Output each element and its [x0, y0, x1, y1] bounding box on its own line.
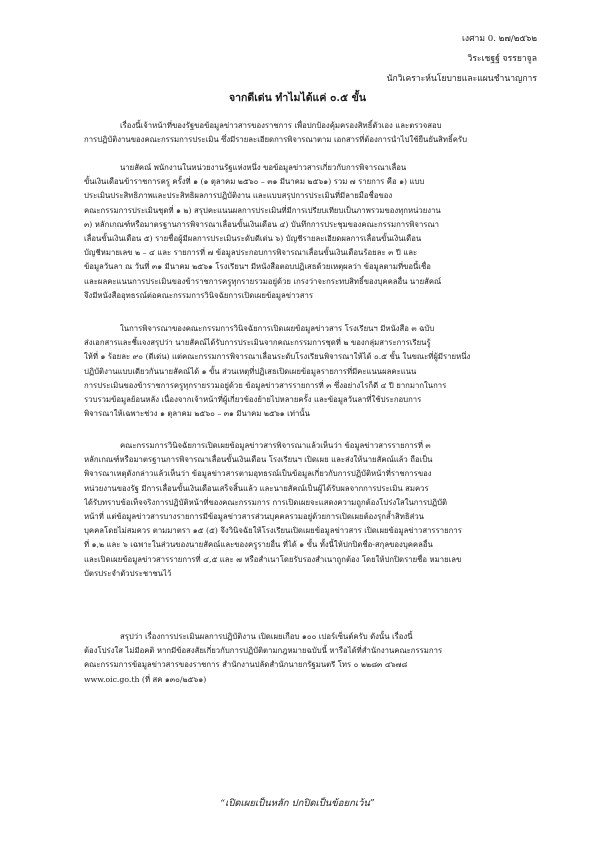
text-line: รวบรวมข้อมูลย้อนหลัง เนื่องจากเจ้าหน้าที่ผู้เกี่ยวข้องย้ายไปหลายครั้ง และข้อมูลวันลาที่ใช้ประกอบการ [84, 395, 422, 405]
text-line: สรุปว่า เรื่องการประเมินผลการปฏิบัติงาน เปิดเผยเกือบ ๑๐๐ เปอร์เซ็นต์ครับ ดังนั้น เรื่องนี้ [120, 632, 413, 641]
text-line: จึงมีหนังสืออุทธรณ์ต่อคณะกรรมการวินิจฉัยการเปิดเผยข้อมูลข่าวสาร [84, 290, 314, 300]
paragraph-request [84, 161, 521, 303]
text-line: www.oic.go.th (ที่ สค ๑๓๐/๒๕๖๑) [84, 674, 207, 684]
text-line: การปฏิบัติงานของคณะกรรมการประเมิน ซึ่งมีรายละเอียดการพิจารณาตาม เอกสารที่ต้องการนำไปใช้ยืนยันสิทธิ์ครับ [84, 135, 468, 145]
text-line: ในการพิจารณาของคณะกรรมการวินิจฉัยการเปิดเผยข้อมูลข่าวสาร โรงเรียนฯ มีหนังสือ ๓ ฉบับ [120, 324, 435, 333]
text-line: ประเมินประสิทธิภาพและประสิทธิผลการปฏิบัติงาน และแบบสรุปการประเมินที่มีลายมือชื่อของ [84, 191, 393, 201]
text-line: ปฏิบัติงานแบบเดียวกันนายสัคณ์ได้ ๑ ขั้น ส่วนเหตุที่ปฏิเสธเปิดเผยข้อมูลรายการที่มีคะแนนผลคะแนน [84, 366, 417, 376]
author-name: วิระเชฐฐ์ จรรยาจูล [467, 54, 537, 64]
text-line: ข้อมูลวันลา ณ วันที่ ๓๑ มีนาคม ๒๕๖๑ โรงเรียนฯ มีหนังสือตอบปฏิเสธด้วยเหตุผลว่า ข้อมูลตามที่ขอนี้เชื่อ [84, 262, 431, 272]
closing-slogan: “เปิดเผยเป็นหลัก ปกปิดเป็นข้อยกเว้น” [220, 798, 375, 809]
text-line: บัญชีหมายเลข ๒ – ๔ และ รายการที่ ๗ ข้อมูลประกอบการพิจารณาเลื่อนขั้นเงินเดือนร้อยละ ๓ ปี และ [84, 248, 418, 258]
document-title: จากดีเด่น ทำไมได้แค่ ๐.๕ ขั้น [228, 92, 367, 104]
text-line: ที่ ๑,๒ และ ๖ เฉพาะในส่วนของนายสัคณ์และของครูรายอื่น ที่ได้ ๑ ขั้น ทั้งนี้ให้ปกปิดชื่อ-สกุลของบุคคลอื่น [84, 540, 433, 550]
text-line: ต้องโปร่งใส ไม่มีอคติ หากมีข้อสงสัยเกี่ยวกับการปฏิบัติตามกฎหมายฉบับนี้ หารือได้ที่สำนักงานคณะกรรมการ [84, 646, 443, 656]
text-line: นายสัคณ์ พนักงานในหน่วยงานรัฐแห่งหนึ่ง ขอข้อมูลข่าวสารเกี่ยวกับการพิจารณาเลื่อน [120, 163, 407, 172]
text-line: บัตรประจำตัวประชาชนไว้ [84, 568, 172, 578]
text-line: ๓) หลักเกณฑ์หรือมาตรฐานการพิจารณาเลื่อนขั้นเงินเดือน ๔) บันทึกการประชุมของคณะกรรมการพิจารณา [84, 219, 439, 229]
text-line: คณะกรรมการวินิจฉัยการเปิดเผยข้อมูลข่าวสารพิจารณาแล้วเห็นว่า ข้อมูลข่าวสารรายการที่ ๓ [120, 441, 431, 450]
text-line: เลื่อนขั้นเงินเดือน ๕) รายชื่อผู้มีผลการประเมินระดับดีเด่น ๖) บัญชีรายละเอียดผลการเลื่อนขั้นเงินเดือน [84, 234, 422, 244]
text-line: หน่วยงานของรัฐ มีการเลื่อนขั้นเงินเดือนเสร็จสิ้นแล้ว และนายสัคณ์เป็นผู้ได้รับผลจากการประเมิน สมควร [84, 483, 429, 493]
paragraph-intro [84, 119, 521, 147]
reference-number: เงศาม 0. ๒๗/๒๕๖๒ [461, 34, 537, 44]
text-line: หลักเกณฑ์หรือมาตรฐานการพิจารณาเลื่อนขั้นเงินเดือน โรงเรียนฯ เปิดเผย และส่งให้นายสัคณ์แล้ว ถือเป็น [84, 455, 433, 465]
author-position: นักวิเคราะห์นโยบายและแผนชำนาญการ [386, 74, 537, 84]
text-line: การประเมินของข้าราชการครูทุกรายรวมอยู่ด้วย ข้อมูลข่าวสารรายการที่ ๓ ซึ่งอย่างไรก็ดี ๔ ปี ยากมากในการ [84, 380, 447, 390]
text-line: และผลคะแนนการประเมินของข้าราชการครูทุกรายรวมอยู่ด้วย เกรงว่าจะกระทบสิทธิ์ของบุคคลอื่น นายสัคณ์ [84, 276, 442, 286]
paragraph-decision [84, 439, 521, 581]
text-line: คณะกรรมการข้อมูลข่าวสารของราชการ สำนักงานปลัดสำนักนายกรัฐมนตรี โทร ๐ ๒๒๘๓ ๔๖๗๘ [84, 660, 408, 670]
text-line: ส่งเอกสารและชี้แจงสรุปว่า นายสัคณ์ได้รับการประเมินจากคณะกรรมการชุดที่ ๒ ของกลุ่มสาระการเรียนรู้ [84, 338, 431, 348]
text-line: พิจารณาให้เฉพาะช่วง ๑ ตุลาคม ๒๕๖๐ – ๓๑ มีนาคม ๒๕๖๑ เท่านั้น [84, 409, 310, 419]
text-line: ได้รับทราบข้อเท็จจริงการปฏิบัติหน้าที่ของคณะกรรมการ การเปิดเผยจะแสดงความถูกต้องโปร่งใสในการปฏิบัติ [84, 497, 448, 507]
paragraph-summary [84, 630, 521, 687]
text-line: และเปิดเผยข้อมูลข่าวสารรายการที่ ๔,๕ และ ๗ หรือสำเนาโดยรับรองสำเนาถูกต้อง โดยให้ปกปิดรายชื่อ หมายเลข [84, 554, 462, 564]
text-line: ขั้นเงินเดือนข้าราชการครู ครั้งที่ ๑ (๑ ตุลาคม ๒๕๖๐ – ๓๑ มีนาคม ๒๕๖๑) รวม ๗ รายการ คือ ๑) แบบ [84, 177, 425, 187]
paragraph-consideration [84, 322, 521, 421]
text-line: คณะกรรมการประเมินชุดที่ ๑ ๒) สรุปคะแนนผลการประเมินที่มีการเปรียบเทียบเป็นภาพรวมของทุกหน่วยงาน [84, 205, 441, 215]
text-line: บุคคลโดยไม่สมควร ตามมาตรา ๑๕ (๕) จึงวินิจฉัยให้โรงเรียนเปิดเผยข้อมูลข่าวสาร เปิดเผยข้อมูลข่าวสารรายการ [84, 526, 462, 536]
text-line: พิจารณาเหตุดังกล่าวแล้วเห็นว่า ข้อมูลข่าวสารตามอุทธรณ์เป็นข้อมูลเกี่ยวกับการปฏิบัติหน้าที่ราชการของ [84, 469, 432, 479]
text-line: เรื่องนี้เจ้าหน้าที่ของรัฐขอข้อมูลข่าวสารของราชการ เพื่อปกป้องคุ้มครองสิทธิ์ตัวเอง และตรวจสอบ [120, 121, 442, 130]
text-line: ให้ที่ ๑ ร้อยละ ๙๐ (ดีเด่น) แต่คณะกรรมการพิจารณาเลื่อนระดับโรงเรียนพิจารณาให้ได้ ๐.๕ ขั้น ในขณะที่ผู้มีรายหนึ่ง [84, 352, 471, 362]
text-line: หน้าที่ แต่ข้อมูลข่าวสารบางรายการมีข้อมูลข่าวสารส่วนบุคคลรวมอยู่ด้วยการเปิดเผยต้องรุกล้ำสิทธิส่วน [84, 512, 424, 522]
